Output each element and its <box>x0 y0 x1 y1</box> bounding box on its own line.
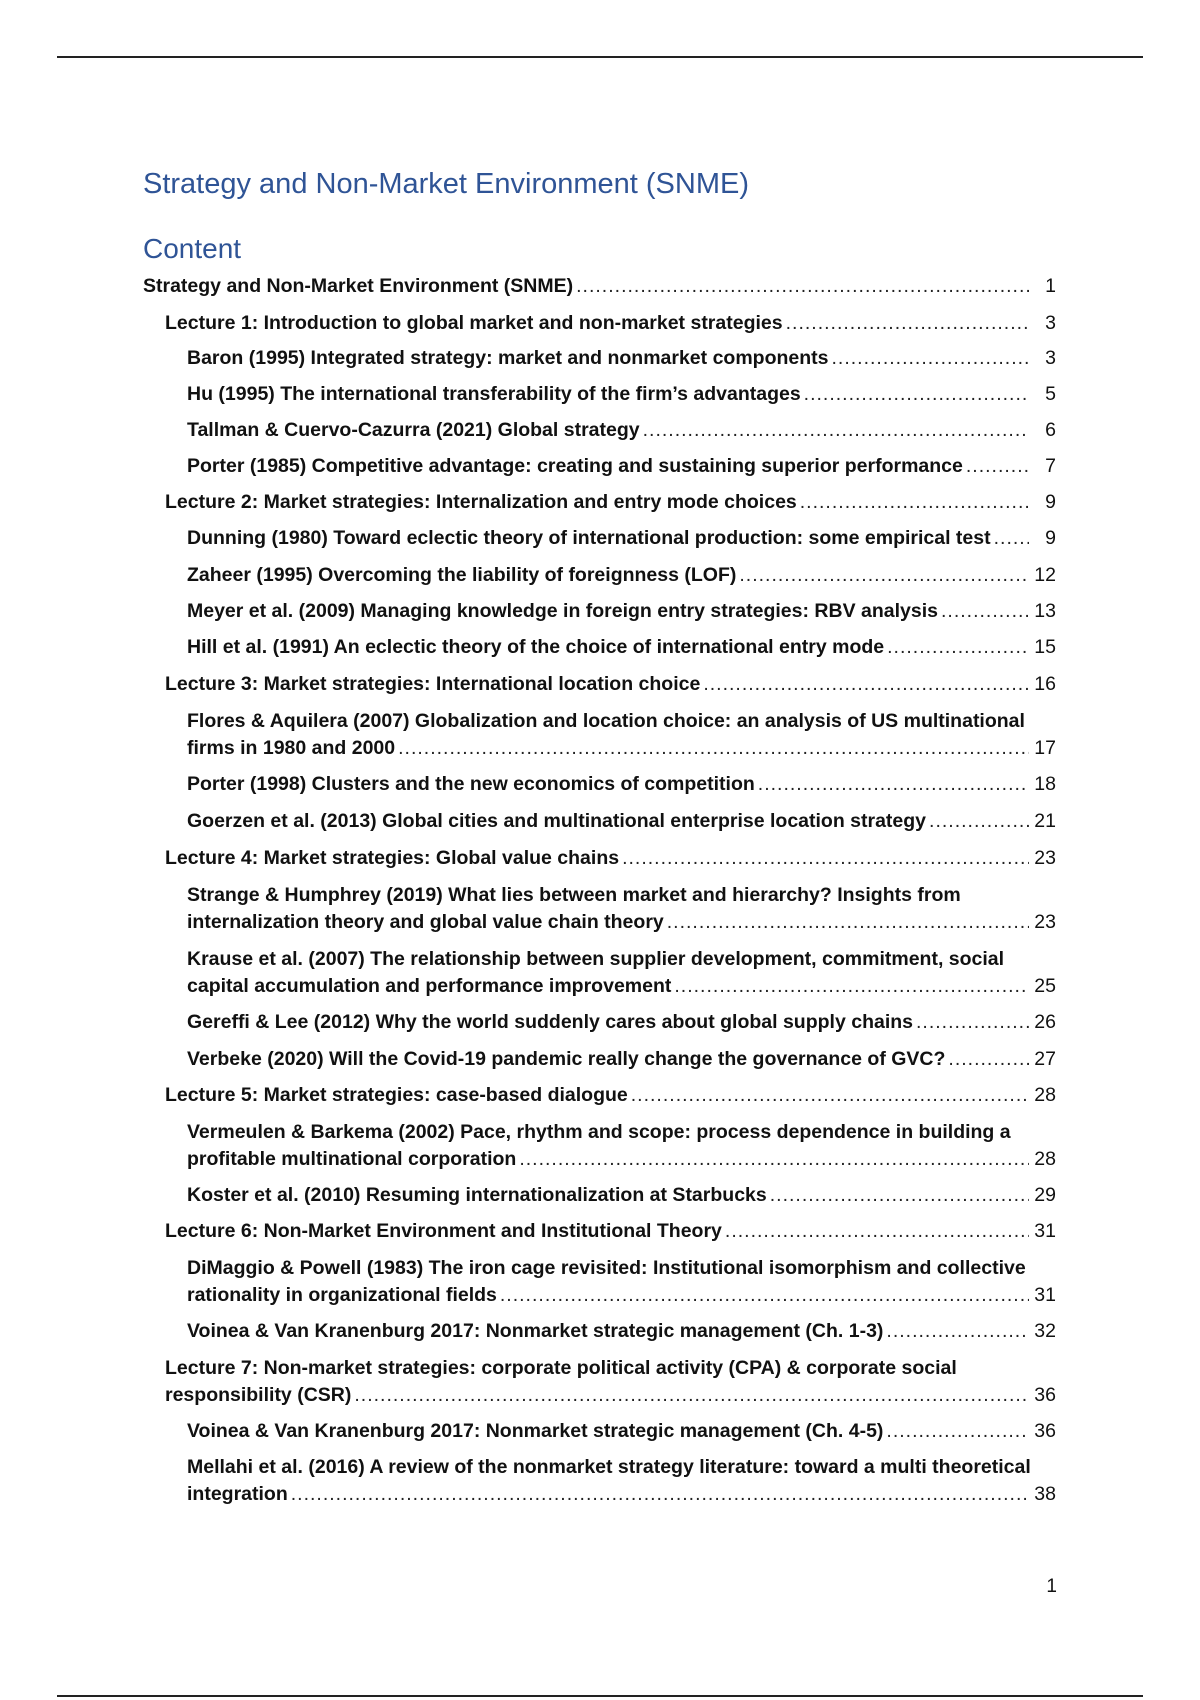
toc-entry[interactable] <box>187 598 1056 625</box>
toc-dot-leader <box>622 845 1029 872</box>
toc-entry-page: 9 <box>1045 527 1056 549</box>
toc-dot-leader <box>576 273 1029 300</box>
toc-entry-page: 36 <box>1034 1420 1056 1442</box>
toc-entry-title: Voinea & Van Kranenburg 2017: Nonmarket strategic management (Ch. 1-3) <box>187 1320 884 1342</box>
toc-dot-leader <box>800 489 1029 516</box>
toc-entry-title: Porter (1985) Competitive advantage: creating and sustaining superior performance <box>187 455 963 477</box>
toc-entry-title: Tallman & Cuervo-Cazurra (2021) Global strategy <box>187 419 640 441</box>
toc-entry-title: Lecture 3: Market strategies: International location choice <box>165 673 701 695</box>
toc-entry-title: Lecture 4: Market strategies: Global value chains <box>165 847 620 869</box>
toc-entry-title: DiMaggio & Powell (1983) The iron cage revisited: Institutional isomorphism and collective <box>187 1257 1026 1279</box>
toc-dot-leader <box>916 1009 1029 1036</box>
toc-entry-title-continuation: rationality in organizational fields <box>187 1284 497 1306</box>
toc-entry-page: 6 <box>1045 419 1056 441</box>
toc-entry-title: Koster et al. (2010) Resuming internationalization at Starbucks <box>187 1184 767 1206</box>
toc-entry-page: 3 <box>1045 312 1056 334</box>
toc-entry-page: 28 <box>1034 1084 1056 1106</box>
toc-entry[interactable] <box>187 1119 1056 1173</box>
toc-dot-leader <box>643 417 1029 444</box>
page-number: 1 <box>1046 1576 1057 1597</box>
toc-entry-page: 31 <box>1034 1220 1056 1242</box>
toc-entry-title: Dunning (1980) Toward eclectic theory of international production: some empirical test <box>187 527 991 549</box>
toc-entry-title: Strategy and Non-Market Environment (SNME) <box>143 275 574 297</box>
toc-dot-leader <box>500 1282 1029 1309</box>
toc-entry[interactable] <box>165 489 1056 516</box>
toc-dot-leader <box>770 1182 1029 1209</box>
toc-heading: Content <box>143 233 242 264</box>
toc-dot-leader <box>886 1418 1029 1445</box>
toc-dot-leader <box>667 909 1029 936</box>
toc-entry-title: Lecture 2: Market strategies: Internalization and entry mode choices <box>165 491 797 513</box>
toc-entry-title: Hu (1995) The international transferability of the firm’s advantages <box>187 383 801 405</box>
toc-entry-page: 1 <box>1045 275 1056 297</box>
toc-dot-leader <box>941 598 1029 625</box>
toc-entry-title-continuation: responsibility (CSR) <box>165 1384 352 1406</box>
toc-entry[interactable] <box>187 634 1056 661</box>
toc-dot-leader <box>758 771 1029 798</box>
toc-entry[interactable] <box>187 1046 1056 1073</box>
toc-entry-title-continuation: integration <box>187 1483 288 1505</box>
toc-entry[interactable] <box>187 417 1056 444</box>
toc-entry-title: Goerzen et al. (2013) Global cities and multinational enterprise location strategy <box>187 810 927 832</box>
toc-entry[interactable] <box>165 1082 1056 1109</box>
toc-dot-leader <box>631 1082 1029 1109</box>
toc-entry-title: Strange & Humphrey (2019) What lies between market and hierarchy? Insights from <box>187 884 961 906</box>
toc-entry-page: 25 <box>1034 975 1056 997</box>
toc-entry-title-continuation: capital accumulation and performance improvement <box>187 975 672 997</box>
toc-entry-page: 7 <box>1045 455 1056 477</box>
toc-entry[interactable] <box>187 708 1056 762</box>
toc-entry[interactable] <box>187 1182 1056 1209</box>
toc-entry-page: 9 <box>1045 491 1056 513</box>
toc-entry-title: Flores & Aquilera (2007) Globalization and location choice: an analysis of US multinational <box>187 710 1025 732</box>
toc-entry-page: 13 <box>1034 600 1056 622</box>
toc-entry-title: Mellahi et al. (2016) A review of the nonmarket strategy literature: toward a multi theoretical <box>187 1456 1031 1478</box>
toc-entry[interactable] <box>187 525 1056 552</box>
toc-entry-page: 31 <box>1034 1284 1056 1306</box>
toc-entry[interactable] <box>187 1009 1056 1036</box>
toc-dot-leader <box>398 735 1029 762</box>
toc-dot-leader <box>703 671 1029 698</box>
toc-dot-leader <box>994 525 1029 552</box>
toc-dot-leader <box>291 1481 1029 1508</box>
toc-entry-title: Baron (1995) Integrated strategy: market and nonmarket components <box>187 347 829 369</box>
toc-dot-leader <box>519 1146 1029 1173</box>
toc-dot-leader <box>966 453 1029 480</box>
toc-entry-page: 38 <box>1034 1483 1056 1505</box>
toc-entry[interactable] <box>187 808 1056 835</box>
toc-entry[interactable] <box>187 453 1056 480</box>
toc-entry-title: Zaheer (1995) Overcoming the liability of foreignness (LOF) <box>187 564 737 586</box>
document-title: Strategy and Non-Market Environment (SNME) <box>143 168 749 200</box>
toc-entry-title: Verbeke (2020) Will the Covid-19 pandemic really change the governance of GVC? <box>187 1048 946 1070</box>
toc-entry-page: 12 <box>1034 564 1056 586</box>
toc-entry-page: 3 <box>1045 347 1056 369</box>
toc-entry-page: 18 <box>1034 773 1056 795</box>
toc-dot-leader <box>725 1218 1029 1245</box>
toc-entry-page: 28 <box>1034 1148 1056 1170</box>
toc-entry-title: Krause et al. (2007) The relationship between supplier development, commitment, social <box>187 948 1005 970</box>
toc-entry-title: Porter (1998) Clusters and the new economics of competition <box>187 773 755 795</box>
toc-entry[interactable] <box>187 1418 1056 1445</box>
toc-entry[interactable] <box>187 1318 1056 1345</box>
toc-entry[interactable] <box>187 345 1056 372</box>
toc-entry[interactable] <box>165 671 1056 698</box>
toc-dot-leader <box>886 1318 1029 1345</box>
toc-entry[interactable] <box>187 381 1056 408</box>
toc-entry[interactable] <box>143 273 1056 300</box>
toc-dot-leader <box>786 310 1029 337</box>
toc-entry-page: 23 <box>1034 847 1056 869</box>
toc-entry-page: 26 <box>1034 1011 1056 1033</box>
toc-entry-title: Lecture 7: Non-market strategies: corporate political activity (CPA) & corporate social <box>165 1357 957 1379</box>
toc-entry-title: Voinea & Van Kranenburg 2017: Nonmarket strategic management (Ch. 4-5) <box>187 1420 884 1442</box>
toc-entry-page: 21 <box>1034 810 1056 832</box>
toc-entry[interactable] <box>187 562 1056 589</box>
toc-entry-title-continuation: profitable multinational corporation <box>187 1148 517 1170</box>
toc-entry-title-continuation: firms in 1980 and 2000 <box>187 737 396 759</box>
header-rule <box>57 56 1143 58</box>
toc-entry[interactable] <box>165 1218 1056 1245</box>
toc-dot-leader <box>804 381 1029 408</box>
footer-rule <box>57 1695 1143 1697</box>
toc-entry-title: Lecture 5: Market strategies: case-based dialogue <box>165 1084 628 1106</box>
toc-entry[interactable] <box>187 1454 1056 1508</box>
toc-entry-page: 36 <box>1034 1384 1056 1406</box>
toc-entry[interactable] <box>165 845 1056 872</box>
toc-dot-leader <box>929 808 1029 835</box>
toc-dot-leader <box>674 973 1029 1000</box>
toc-entry[interactable] <box>187 882 1056 936</box>
toc-entry-page: 32 <box>1034 1320 1056 1342</box>
toc-entry[interactable] <box>165 310 1056 337</box>
toc-entry[interactable] <box>187 1255 1056 1309</box>
toc-dot-leader <box>739 562 1029 589</box>
toc-dot-leader <box>948 1046 1029 1073</box>
toc-dot-leader <box>354 1382 1029 1409</box>
toc-entry-title-continuation: internalization theory and global value chain theory <box>187 911 664 933</box>
toc-entry[interactable] <box>187 771 1056 798</box>
toc-entry[interactable] <box>165 1355 1056 1409</box>
toc-dot-leader <box>887 634 1029 661</box>
toc-entry-page: 5 <box>1045 383 1056 405</box>
toc-entry-page: 27 <box>1034 1048 1056 1070</box>
toc-entry-title: Hill et al. (1991) An eclectic theory of the choice of international entry mode <box>187 636 885 658</box>
toc-entry-page: 15 <box>1034 636 1056 658</box>
toc-entry-page: 16 <box>1034 673 1056 695</box>
toc-entry-page: 17 <box>1034 737 1056 759</box>
toc-entry-page: 29 <box>1034 1184 1056 1206</box>
toc-entry[interactable] <box>187 946 1056 1000</box>
toc-entry-title: Vermeulen & Barkema (2002) Pace, rhythm and scope: process dependence in building a <box>187 1121 1011 1143</box>
toc-entry-title: Lecture 1: Introduction to global market and non-market strategies <box>165 312 783 334</box>
toc-entry-title: Gereffi & Lee (2012) Why the world suddenly cares about global supply chains <box>187 1011 913 1033</box>
toc-entry-title: Meyer et al. (2009) Managing knowledge in foreign entry strategies: RBV analysis <box>187 600 938 622</box>
toc-entry-title: Lecture 6: Non-Market Environment and Institutional Theory <box>165 1220 722 1242</box>
toc-dot-leader <box>832 345 1030 372</box>
toc-entry-page: 23 <box>1034 911 1056 933</box>
